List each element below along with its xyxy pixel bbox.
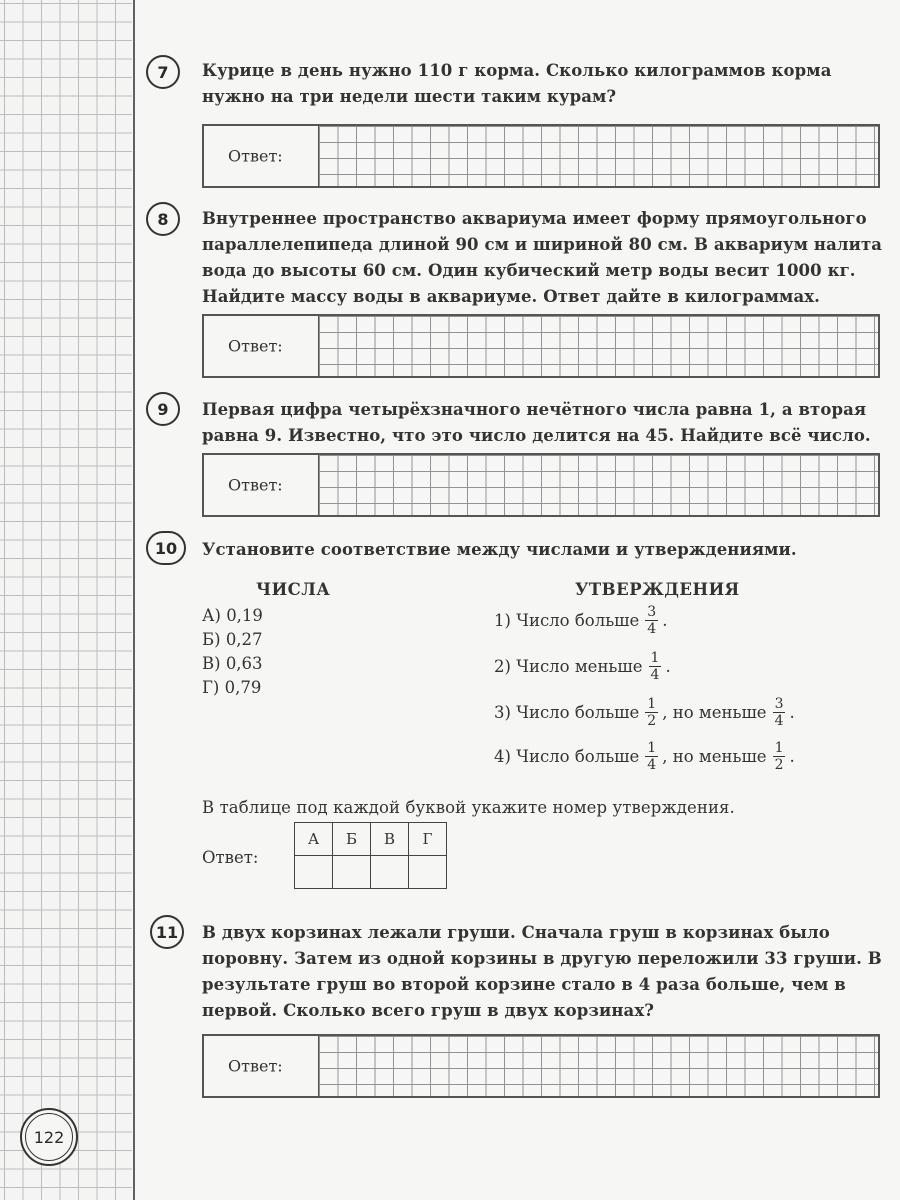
answer-grid[interactable] (318, 455, 878, 515)
numbers-header: ЧИСЛА (256, 580, 331, 599)
question-8-answer-box[interactable] (202, 314, 880, 378)
fraction: $\frac{1}{2}$ (774, 740, 784, 773)
question-7-answer-box[interactable] (202, 124, 880, 188)
answer-cell-g[interactable] (409, 856, 447, 889)
table-header-a: А (295, 823, 333, 856)
fraction: $\frac{1}{4}$ (647, 740, 657, 773)
number-item-g: Г) 0,79 (202, 678, 262, 697)
statement-4: 4) Число больше $\frac{1}{4}$ , но меньше $\frac{1}{2}$ . (494, 740, 795, 773)
answer-cell-b[interactable] (333, 856, 371, 889)
statement-3: 3) Число больше $\frac{1}{2}$ , но меньше $\frac{3}{4}$ . (494, 696, 795, 729)
question-10-number: 10 (146, 531, 186, 565)
page-number: 122 (20, 1108, 78, 1166)
answer-label: Ответ: (228, 1056, 283, 1076)
question-7-text: Курице в день нужно 110 г корма. Сколько килограммов корма нужно на три недели шести таким курам? (202, 61, 832, 106)
answer-grid[interactable] (318, 316, 878, 376)
question-8-text: Внутреннее пространство аквариума имеет форму прямоугольного параллелепипеда длиной 90 см и шириной 80 см. В аквариум налита вода до высоты 60 см. Один кубический метр воды весит 1000 кг. Найдите массу воды в аквариуме. Ответ дайте в килограммах. (202, 209, 883, 306)
question-11-number: 11 (150, 915, 184, 949)
statements-header: УТВЕРЖДЕНИЯ (575, 580, 740, 599)
question-7-number: 7 (146, 55, 180, 89)
table-header-v: В (371, 823, 409, 856)
question-9-number: 9 (146, 392, 180, 426)
question-10-instruction: В таблице под каждой буквой укажите номер утверждения. (202, 798, 735, 817)
fraction: $\frac{1}{4}$ (650, 650, 660, 683)
answer-label: Ответ: (228, 336, 283, 356)
question-8-number: 8 (146, 202, 180, 236)
fraction: $\frac{1}{2}$ (647, 696, 657, 729)
number-item-v: В) 0,63 (202, 654, 263, 673)
question-10-answer-label: Ответ: (202, 848, 259, 867)
answer-label: Ответ: (228, 146, 283, 166)
statement-1: 1) Число больше $\frac{3}{4}$ . (494, 604, 668, 637)
question-11-answer-box[interactable] (202, 1034, 880, 1098)
statement-2: 2) Число меньше $\frac{1}{4}$ . (494, 650, 671, 683)
margin-line (133, 0, 135, 1200)
fraction: $\frac{3}{4}$ (774, 696, 784, 729)
number-item-b: Б) 0,27 (202, 630, 263, 649)
table-header-b: Б (333, 823, 371, 856)
answer-cell-v[interactable] (371, 856, 409, 889)
question-9-text: Первая цифра четырёхзначного нечётного числа равна 1, а вторая равна 9. Известно, что это число делится на 45. Найдите всё число. (202, 400, 871, 445)
fraction: $\frac{3}{4}$ (647, 604, 657, 637)
margin-grid (0, 0, 132, 1200)
question-11-text: В двух корзинах лежали груши. Сначала груш в корзинах было поровну. Затем из одной корзины в другую переложили 33 груши. В результате груш во второй корзине стало в 4 раза больше, чем в первой. Сколько всего груш в двух корзинах? (202, 923, 882, 1020)
number-item-a: А) 0,19 (202, 606, 263, 625)
answer-label: Ответ: (228, 475, 283, 495)
answer-cell-a[interactable] (295, 856, 333, 889)
table-header-g: Г (409, 823, 447, 856)
question-10-text: Установите соответствие между числами и утверждениями. (202, 540, 797, 559)
question-9-answer-box[interactable] (202, 453, 880, 517)
answer-grid[interactable] (318, 1036, 878, 1096)
answer-table (294, 822, 447, 889)
answer-grid[interactable] (318, 126, 878, 186)
